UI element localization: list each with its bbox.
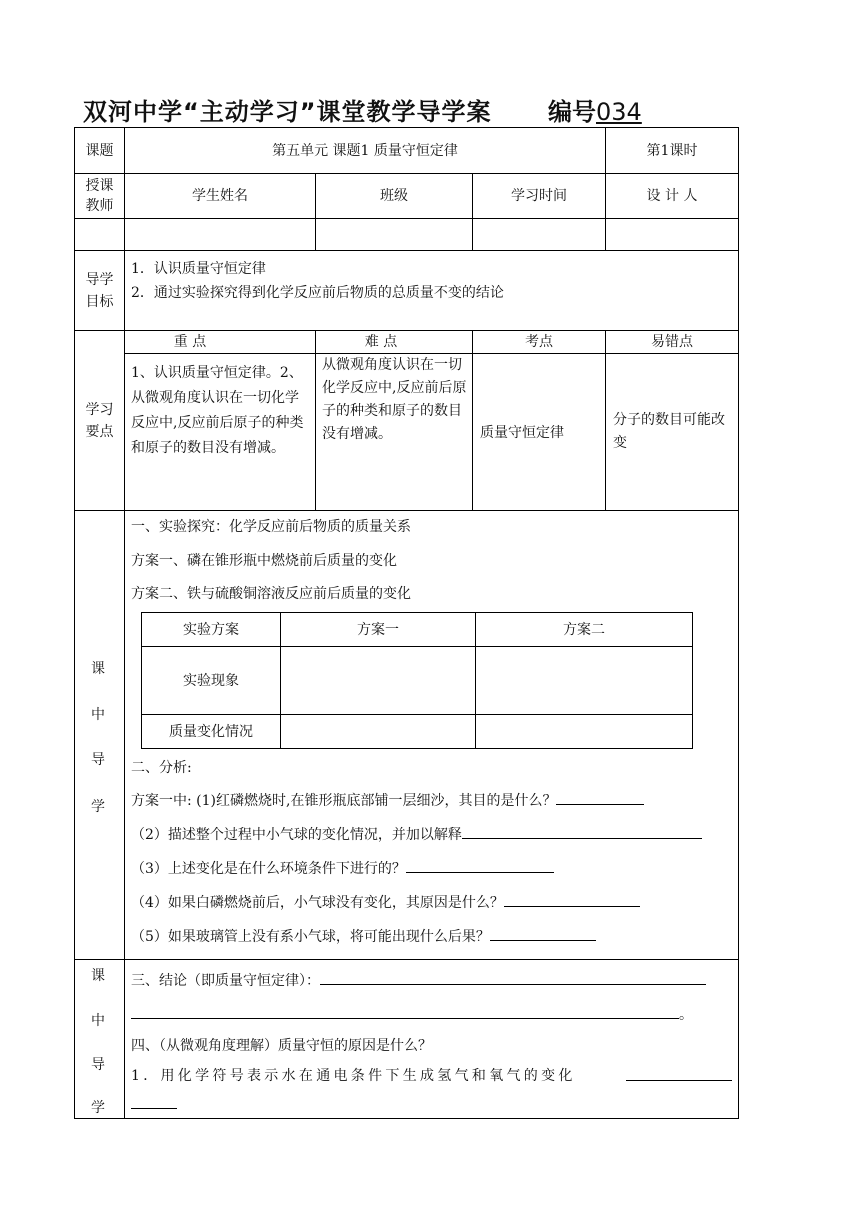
question-5: （5）如果玻璃管上没有系小气球，将可能出现什么后果？ — [131, 924, 596, 949]
section-char: 课 — [91, 968, 105, 984]
number-label: 编号 — [548, 98, 596, 126]
course-label: 课题 — [85, 142, 114, 159]
answer-blank[interactable] — [626, 1064, 732, 1081]
answer-blank[interactable] — [462, 822, 702, 839]
heading-analysis: 二、分析: — [131, 760, 192, 776]
heading-experiment: 一、实验探究：化学反应前后物质的质量关系 — [131, 519, 411, 535]
student-name-header: 学生姓名 — [192, 188, 248, 204]
difficulty-header: 难 点 — [364, 334, 398, 350]
course-title: 第五单元 课题1 质量守恒定律 — [272, 142, 458, 159]
plan-two: 方案二、铁与硫酸铜溶液反应前后质量的变化 — [131, 586, 411, 602]
question-1: 方案一中: (1)红磷燃烧时,在锥形瓶底部铺一层细沙，其目的是什么？ — [131, 788, 644, 813]
mistake-text: 分子的数目可能改变 — [613, 412, 725, 451]
exam-header: 考点 — [525, 334, 553, 350]
focus-header: 重 点 — [173, 334, 207, 350]
document-number — [548, 92, 642, 127]
table-row-label: 质量变化情况 — [169, 723, 253, 740]
table-row-label: 实验现象 — [183, 672, 239, 689]
goals-label: 导学目标 — [85, 271, 114, 310]
difficulty-text: 从微观角度认识在一切化学反应中,反应前后原子的种类和原子的数目没有增减。 — [322, 357, 467, 442]
section-char: 课 — [91, 661, 105, 677]
item-1-blank-continued — [131, 1092, 177, 1117]
question-4: （4）如果白磷燃烧前后，小气球没有变化，其原因是什么？ — [131, 890, 640, 915]
plan-one: 方案一、磷在锥形瓶中燃烧前后质量的变化 — [131, 553, 397, 569]
section-char: 导 — [91, 1057, 105, 1073]
answer-blank[interactable] — [504, 890, 640, 907]
section-char: 中 — [91, 707, 105, 723]
answer-blank[interactable] — [320, 968, 706, 985]
conclusion-continuation: 。 — [131, 1002, 693, 1027]
section-char: 中 — [91, 1013, 105, 1029]
teacher-label: 授课教师 — [85, 178, 114, 214]
page-title: 双河中学“主动学习”课堂教学导学案 — [83, 98, 492, 126]
answer-blank[interactable] — [406, 856, 554, 873]
goal-item: 2．通过实验探究得到化学反应前后物质的总质量不变的结论 — [131, 285, 504, 301]
study-time-header: 学习时间 — [511, 188, 567, 204]
conclusion-line: 三、结论（即质量守恒定律）： — [131, 968, 706, 993]
section-char: 导 — [91, 752, 105, 768]
answer-blank[interactable] — [131, 1002, 679, 1019]
item-1-blank — [626, 1064, 732, 1089]
focus-text: 1、认识质量守恒定律。2、从微观角度认识在一切化学反应中,反应前后原子的种类和原子的数目没有增减。 — [131, 365, 304, 456]
table-header: 方案一 — [357, 621, 399, 638]
class-header: 班级 — [380, 188, 408, 204]
number-value: 034 — [596, 98, 642, 126]
answer-blank[interactable] — [490, 924, 596, 941]
goal-item: 1．认识质量守恒定律 — [131, 261, 266, 277]
mistake-header: 易错点 — [651, 334, 693, 350]
answer-blank[interactable] — [131, 1092, 177, 1109]
section-char: 学 — [91, 1100, 105, 1116]
question-2: （2）描述整个过程中小气球的变化情况，并加以解释 — [131, 822, 702, 847]
table-header: 实验方案 — [183, 621, 239, 638]
heading-reason: 四、（从微观角度理解）质量守恒的原因是什么？ — [131, 1038, 432, 1054]
table-header: 方案二 — [563, 621, 605, 638]
exam-text: 质量守恒定律 — [480, 425, 564, 441]
section-char: 学 — [91, 799, 105, 815]
item-1: 1．用化学符号表示水在通电条件下生成氢气和氧气的变化 — [131, 1068, 576, 1084]
designer-header: 设 计 人 — [646, 188, 698, 204]
key-points-label: 学习要点 — [85, 401, 114, 440]
answer-blank[interactable] — [556, 788, 644, 805]
course-period: 第1课时 — [646, 142, 698, 159]
question-3: （3）上述变化是在什么环境条件下进行的？ — [131, 856, 554, 881]
